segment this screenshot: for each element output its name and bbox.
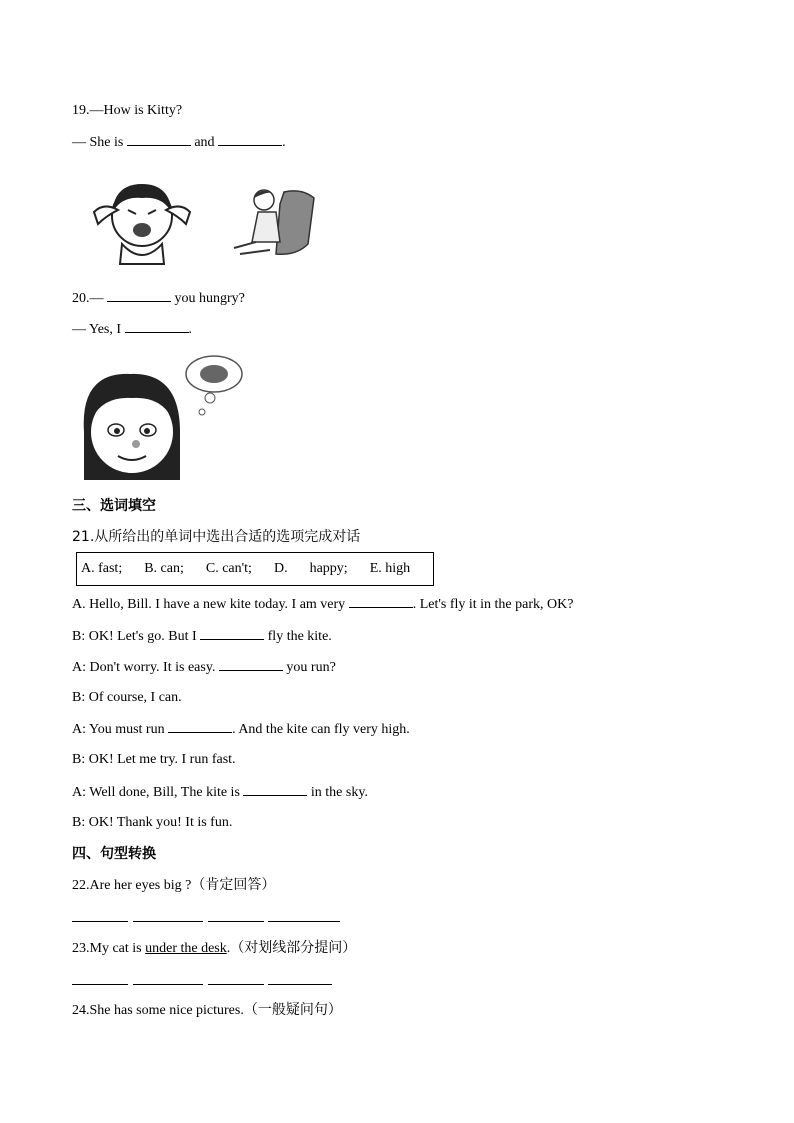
q23-answer-line-2[interactable] <box>133 984 203 985</box>
section-4-title: 四、句型转换 <box>72 846 156 862</box>
sleepy-girl-in-chair-image <box>230 184 318 258</box>
q22-answer-line-2[interactable] <box>133 921 203 922</box>
q19-question: 19.—How is Kitty? <box>72 103 183 118</box>
option-e: E. high <box>369 561 411 576</box>
dialogue-line-8: B: OK! Thank you! It is fun. <box>72 815 233 830</box>
q21-blank-1[interactable] <box>349 595 413 608</box>
hungry-girl-image <box>80 352 250 484</box>
q20-answer: — Yes, I . <box>72 322 193 337</box>
option-d-word: happy; <box>309 561 348 576</box>
q21-blank-2[interactable] <box>200 627 264 640</box>
dialogue-line-2: B: OK! Let's go. But I fly the kite. <box>72 629 332 644</box>
dialogue-line-5: A: You must run . And the kite can fly very high. <box>72 722 410 737</box>
q23-question: 23.My cat is under the desk.（对划线部分提问） <box>72 940 357 956</box>
q22-answer-line-3[interactable] <box>208 921 264 922</box>
q20-question: 20.— you hungry? <box>72 291 245 306</box>
option-d-letter: D. <box>273 561 288 576</box>
q20-blank-1[interactable] <box>107 289 171 302</box>
crying-girl-image <box>84 174 200 266</box>
word-options-box <box>76 552 434 586</box>
dialogue-line-6: B: OK! Let me try. I run fast. <box>72 752 236 767</box>
dialogue-line-7: A: Well done, Bill, The kite is in the sky. <box>72 785 368 800</box>
dialogue-line-1: A. Hello, Bill. I have a new kite today. I am very . Let's fly it in the park, OK? <box>72 597 574 612</box>
option-b: B. can; <box>144 561 184 576</box>
dialogue-line-4: B: Of course, I can. <box>72 690 182 705</box>
q24-question: 24.She has some nice pictures.（一般疑问句） <box>72 1002 342 1018</box>
section-3-title: 三、选词填空 <box>72 498 156 514</box>
option-a: A. fast; <box>81 561 123 576</box>
dialogue-line-3: A: Don't worry. It is easy. you run? <box>72 660 336 675</box>
q21-blank-4[interactable] <box>168 720 232 733</box>
q20-blank-2[interactable] <box>125 320 189 333</box>
q22-question: 22.Are her eyes big ?（肯定回答） <box>72 877 276 893</box>
q21-instruction: 21.从所给出的单词中选出合适的选项完成对话 <box>72 529 361 545</box>
q22-answer-line-4[interactable] <box>268 921 340 922</box>
q23-answer-line-4[interactable] <box>268 984 332 985</box>
q23-underlined-part: under the desk <box>145 941 227 956</box>
q23-answer-line-1[interactable] <box>72 984 128 985</box>
option-c: C. can't; <box>205 561 252 576</box>
q23-answer-line-3[interactable] <box>208 984 264 985</box>
q19-answer: — She is and . <box>72 135 286 150</box>
q21-blank-5[interactable] <box>243 783 307 796</box>
q19-blank-1[interactable] <box>127 133 191 146</box>
q22-answer-line-1[interactable] <box>72 921 128 922</box>
q19-blank-2[interactable] <box>218 133 282 146</box>
q21-blank-3[interactable] <box>219 658 283 671</box>
